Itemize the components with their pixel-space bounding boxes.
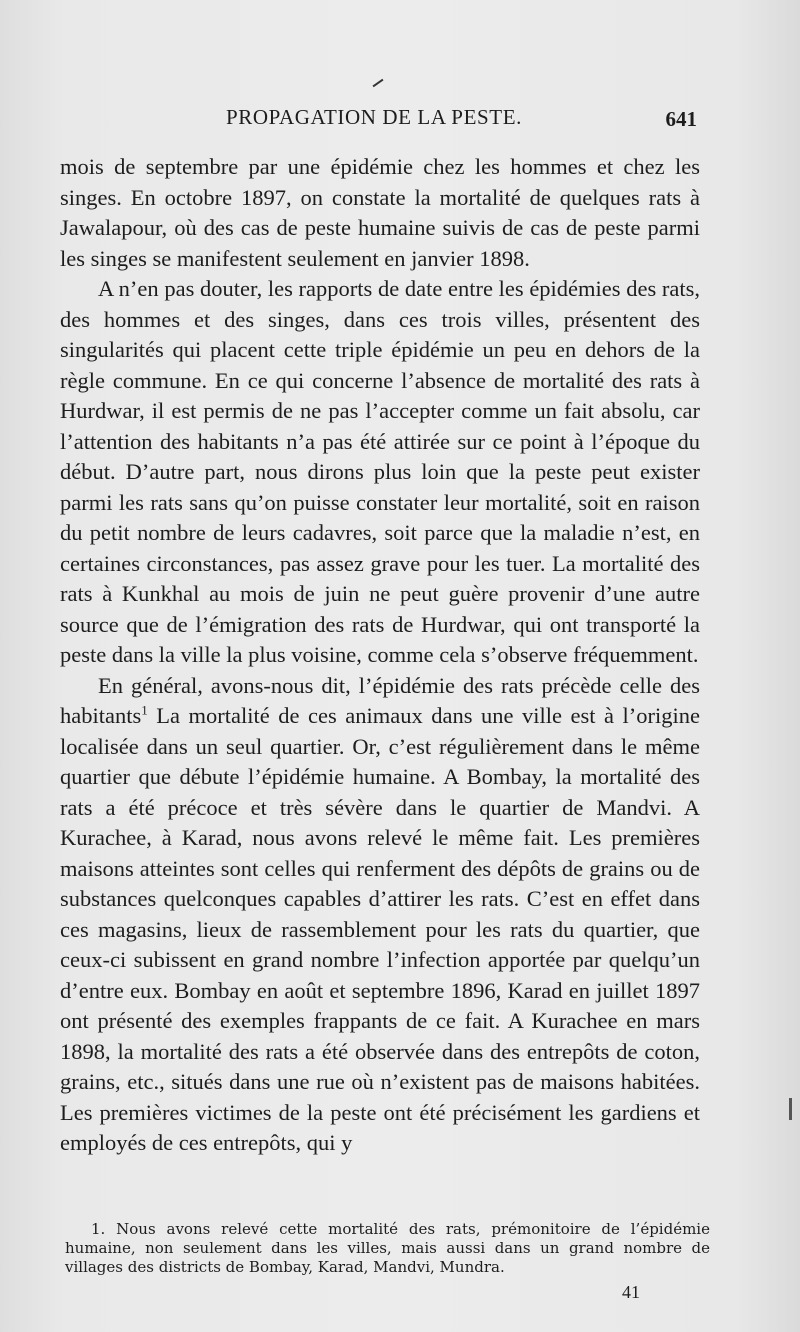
footnote [65, 1220, 710, 1277]
paragraph-text: En général, avons-nous dit, l’épidémie des rats précède celle des habitants [60, 672, 700, 728]
footnote-reference: 1 [141, 702, 148, 718]
footnote-section [65, 1220, 710, 1277]
paragraph-continued: mois de septembre par une épidémie chez les hommes et chez les singes. En octobre 1897, on constate la mortalité de quelques rats à Jawalapour, où des cas de peste humaine suivis de cas de peste parmi les singes se manifestent seulement en janvier 1898. [60, 154, 700, 271]
footnote-text: Nous avons relevé cette mortalité des rats, prémonitoire de l’épidémie humaine, non seulement dans les villes, mais aussi dans un grand nombre de villages des districts de Bombay, Karad, Mandvi, Mundra. [65, 1220, 710, 1276]
paragraph [60, 671, 700, 1159]
paragraph: A n’en pas douter, les rapports de date entre les épidémies des rats, des hommes et des singes, dans ces trois villes, présentent des singularités qui placent cette triple épidémie un peu en dehors de la règle commune. En ce qui concerne l’absence de mortalité des rats à Hurdwar, il est permis de ne pas l’accepter comme un fait absolu, car l’attention des habitants n’a pas été attirée sur ce point à l’époque du début. D’autre part, nous dirons plus loin que la peste peut exister parmi les rats sans qu’on puisse constater leur mortalité, soit en raison du petit nombre de leurs cadavres, soit parce que la maladie n’est, en certaines circonstances, pas assez grave pour les tuer. La mortalité des rats à Kunkhal au mois de juin ne peut guère provenir d’une autre source que de l’émigration des rats de Hurdwar, qui ont transporté la peste dans la ville la plus voisine, comme cela s’observe fréquemment. [60, 276, 700, 667]
running-title: PROPAGATION DE LA PESTE. [226, 105, 522, 129]
paragraph-text: La mortalité de ces animaux dans une ville est à l’origine localisée dans un seul quartier. Or, c’est régulièrement dans le même quartier que débute l’épidémie humaine. A Bombay, la mortalité des rats a été précoce et très sévère dans le quartier de Mandvi. A Kurachee, à Karad, nous avons relevé le même fait. Les premières maisons atteintes sont celles qui renferment des dépôts de grains ou de substances quelconques capables d’attirer les rats. C’est en effet dans ces magasins, lieux de rassemblement pour les rats du quartier, que ceux-ci subissent en grand nombre l’infection apportée par quelqu’un d’entre eux. Bombay en août et septembre 1896, Karad en juillet 1897 ont présenté des exemples frappants de ce fait. A Kurachee en mars 1898, la mortalité des rats a été observée dans des entrepôts de coton, grains, etc., situés dans une rue où n’existent pas de maisons habitées. Les premières victimes de la peste ont été précisément les gardiens et employés de ces entrepôts, qui y [60, 703, 700, 1155]
footnote-number: 1. [91, 1220, 106, 1238]
page-number: 641 [665, 107, 697, 131]
margin-mark [789, 1098, 792, 1120]
page-header [60, 105, 705, 139]
signature-mark: 41 [622, 1282, 640, 1302]
ink-speck [373, 79, 384, 88]
body-text [60, 152, 700, 1159]
